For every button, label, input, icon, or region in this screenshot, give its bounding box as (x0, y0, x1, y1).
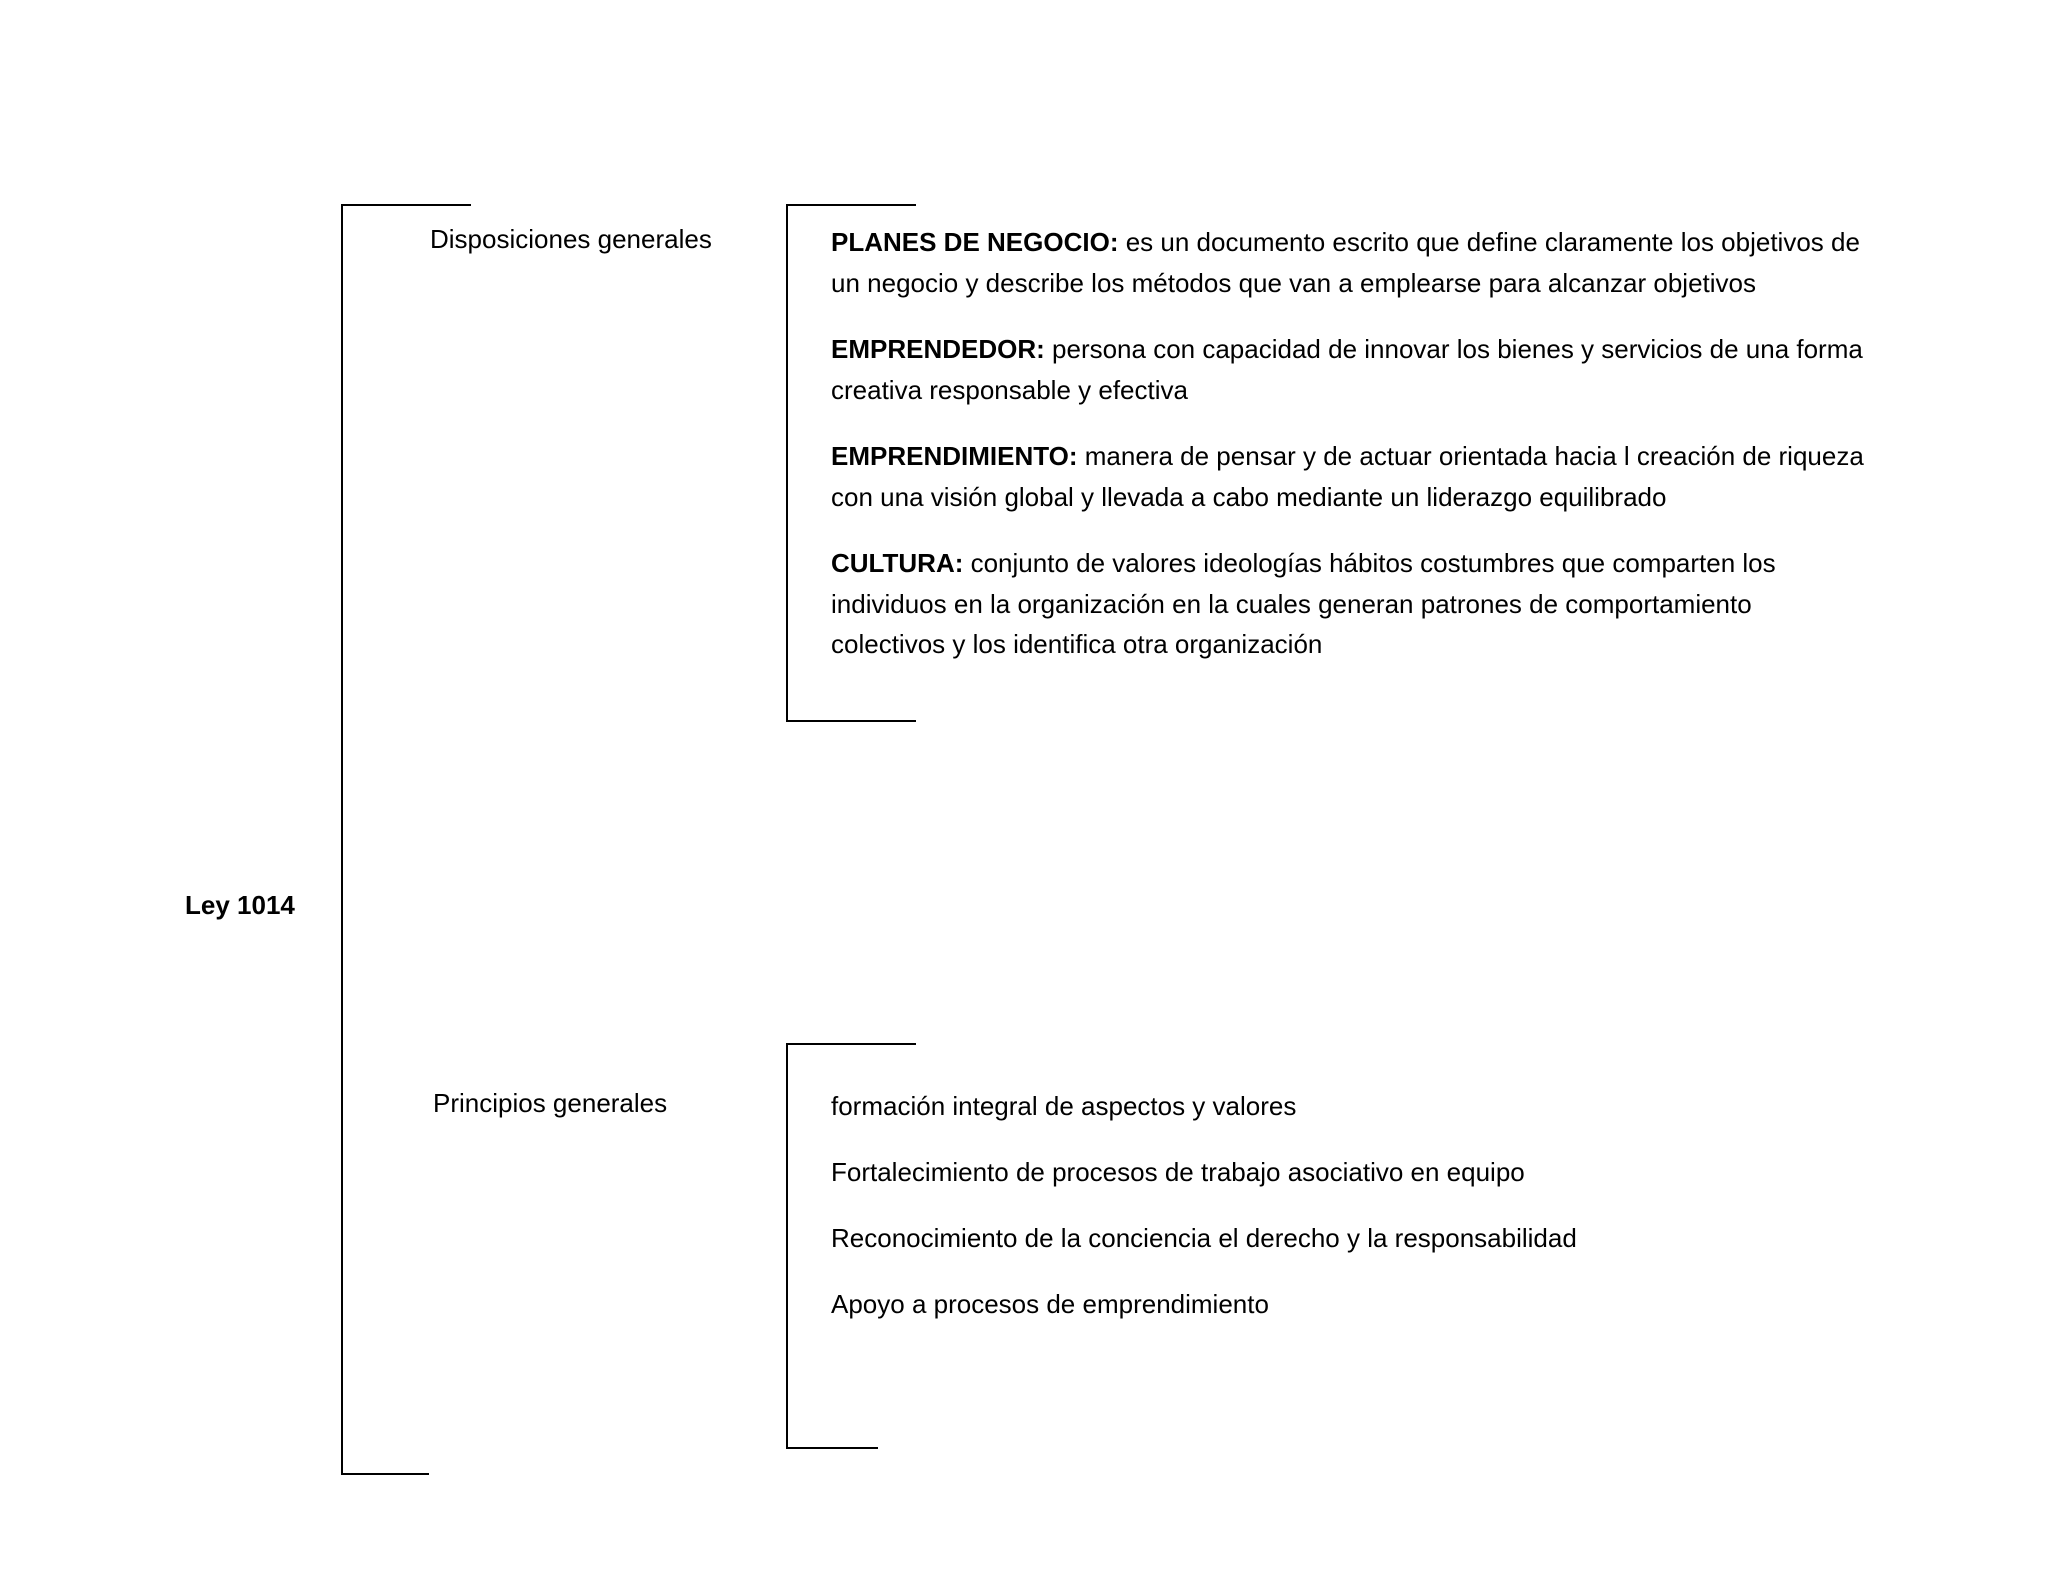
disposiciones-bracket-bottom (786, 720, 916, 722)
definition-emprendimiento (831, 436, 1871, 517)
root-label: Ley 1014 (185, 890, 295, 920)
definitions-list (831, 222, 1871, 691)
definition-planes-de-negocio (831, 222, 1871, 303)
branch-label-disposiciones: Disposiciones generales (430, 224, 712, 254)
principles-list (831, 1086, 1871, 1350)
root-bracket-top (341, 204, 471, 206)
root-bracket-vertical (341, 204, 343, 1475)
definition-cultura (831, 543, 1871, 665)
definition-text: conjunto de valores ideologías hábitos costumbres que comparten los individuos en la organización en la cuales generan patrones de comportamiento colectivos y los identifica otra organización (831, 548, 1776, 659)
definition-term: EMPRENDIMIENTO: (831, 441, 1078, 471)
definition-text: es un documento escrito que define claramente los objetivos de un negocio y describe los métodos que van a emplearse para alcanzar objetivos (831, 227, 1860, 298)
principle-item: Apoyo a procesos de emprendimiento (831, 1289, 1269, 1319)
disposiciones-bracket-top (786, 204, 916, 206)
principle-item: Fortalecimiento de procesos de trabajo asociativo en equipo (831, 1157, 1525, 1187)
definition-emprendedor (831, 329, 1871, 410)
definition-term: EMPRENDEDOR: (831, 334, 1045, 364)
principios-bracket-vertical (786, 1043, 788, 1449)
definition-text: persona con capacidad de innovar los bienes y servicios de una forma creativa responsable y efectiva (831, 334, 1863, 405)
branch-label-principios: Principios generales (433, 1088, 668, 1118)
principios-bracket-bottom (786, 1447, 878, 1449)
root-bracket-bottom (341, 1473, 429, 1475)
principle-item: Reconocimiento de la conciencia el derecho y la responsabilidad (831, 1223, 1577, 1253)
definition-term: CULTURA: (831, 548, 964, 578)
principle-item: formación integral de aspectos y valores (831, 1091, 1297, 1121)
definition-text: manera de pensar y de actuar orientada hacia l creación de riqueza con una visión global y llevada a cabo mediante un liderazgo equilibrado (831, 441, 1864, 512)
definition-term: PLANES DE NEGOCIO: (831, 227, 1119, 257)
principios-bracket-top (786, 1043, 916, 1045)
disposiciones-bracket-vertical (786, 204, 788, 722)
